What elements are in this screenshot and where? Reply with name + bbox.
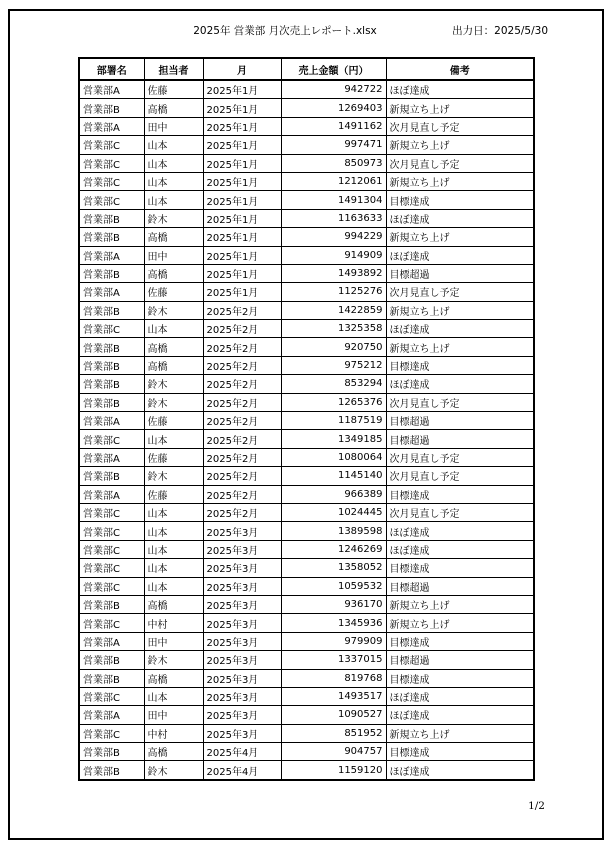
cell-month: 2025年3月 bbox=[203, 540, 281, 558]
cell-month: 2025年3月 bbox=[203, 724, 281, 742]
cell-staff: 山本 bbox=[144, 154, 203, 172]
cell-month: 2025年1月 bbox=[203, 136, 281, 154]
cell-department: 営業部C bbox=[79, 614, 144, 632]
cell-note: ほぼ達成 bbox=[386, 209, 534, 227]
page-number: 1/2 bbox=[528, 800, 545, 812]
cell-note: ほぼ達成 bbox=[386, 706, 534, 724]
cell-note: 新規立ち上げ bbox=[386, 136, 534, 154]
cell-staff: 山本 bbox=[144, 522, 203, 540]
cell-note: ほぼ達成 bbox=[386, 375, 534, 393]
table-row bbox=[79, 154, 534, 172]
table-row bbox=[79, 448, 534, 466]
cell-amount: 1493892 bbox=[281, 264, 386, 282]
cell-amount: 1024445 bbox=[281, 503, 386, 521]
cell-amount: 1163633 bbox=[281, 209, 386, 227]
cell-staff: 山本 bbox=[144, 559, 203, 577]
cell-note: 目標達成 bbox=[386, 669, 534, 687]
cell-month: 2025年1月 bbox=[203, 117, 281, 135]
cell-staff: 佐藤 bbox=[144, 485, 203, 503]
cell-note: 次月見直し予定 bbox=[386, 154, 534, 172]
table-row bbox=[79, 246, 534, 264]
cell-amount: 1491162 bbox=[281, 117, 386, 135]
cell-department: 営業部C bbox=[79, 724, 144, 742]
cell-note: 新規立ち上げ bbox=[386, 172, 534, 190]
cell-amount: 1325358 bbox=[281, 320, 386, 338]
table-row bbox=[79, 485, 534, 503]
cell-amount: 1349185 bbox=[281, 430, 386, 448]
cell-note: 目標超過 bbox=[386, 430, 534, 448]
cell-month: 2025年2月 bbox=[203, 412, 281, 430]
sales-report-table bbox=[78, 57, 535, 781]
cell-staff: 鈴木 bbox=[144, 301, 203, 319]
table-row bbox=[79, 743, 534, 761]
table-row bbox=[79, 595, 534, 613]
cell-staff: 高橋 bbox=[144, 669, 203, 687]
cell-amount: 904757 bbox=[281, 743, 386, 761]
table-row bbox=[79, 172, 534, 190]
cell-note: 新規立ち上げ bbox=[386, 99, 534, 117]
cell-amount: 1491304 bbox=[281, 191, 386, 209]
cell-department: 営業部A bbox=[79, 706, 144, 724]
cell-amount: 1159120 bbox=[281, 761, 386, 780]
cell-staff: 高橋 bbox=[144, 99, 203, 117]
cell-amount: 1212061 bbox=[281, 172, 386, 190]
table-row bbox=[79, 577, 534, 595]
cell-staff: 山本 bbox=[144, 172, 203, 190]
cell-note: 次月見直し予定 bbox=[386, 393, 534, 411]
cell-note: 目標超過 bbox=[386, 412, 534, 430]
cell-department: 営業部B bbox=[79, 467, 144, 485]
table-header bbox=[79, 58, 534, 80]
cell-staff: 高橋 bbox=[144, 264, 203, 282]
document-title: 2025年 営業部 月次売上レポート.xlsx bbox=[193, 25, 377, 37]
cell-department: 営業部A bbox=[79, 117, 144, 135]
cell-month: 2025年3月 bbox=[203, 522, 281, 540]
cell-note: 目標達成 bbox=[386, 559, 534, 577]
table-row bbox=[79, 761, 534, 780]
cell-note: 次月見直し予定 bbox=[386, 467, 534, 485]
cell-note: 目標達成 bbox=[386, 191, 534, 209]
cell-staff: 鈴木 bbox=[144, 393, 203, 411]
table-row bbox=[79, 412, 534, 430]
cell-department: 営業部B bbox=[79, 264, 144, 282]
cell-month: 2025年1月 bbox=[203, 80, 281, 99]
cell-amount: 1187519 bbox=[281, 412, 386, 430]
table-row bbox=[79, 724, 534, 742]
cell-staff: 山本 bbox=[144, 136, 203, 154]
cell-staff: 高橋 bbox=[144, 228, 203, 246]
cell-staff: 山本 bbox=[144, 540, 203, 558]
cell-department: 営業部C bbox=[79, 540, 144, 558]
cell-note: 目標超過 bbox=[386, 577, 534, 595]
cell-staff: 山本 bbox=[144, 430, 203, 448]
cell-month: 2025年2月 bbox=[203, 320, 281, 338]
cell-department: 営業部C bbox=[79, 430, 144, 448]
cell-department: 営業部B bbox=[79, 228, 144, 246]
cell-staff: 佐藤 bbox=[144, 80, 203, 99]
cell-note: 次月見直し予定 bbox=[386, 117, 534, 135]
cell-month: 2025年1月 bbox=[203, 283, 281, 301]
cell-department: 営業部A bbox=[79, 246, 144, 264]
cell-amount: 994229 bbox=[281, 228, 386, 246]
cell-department: 営業部B bbox=[79, 651, 144, 669]
column-header-department: 部署名 bbox=[79, 58, 144, 80]
cell-amount: 1090527 bbox=[281, 706, 386, 724]
table-row bbox=[79, 687, 534, 705]
cell-month: 2025年4月 bbox=[203, 743, 281, 761]
cell-month: 2025年2月 bbox=[203, 430, 281, 448]
cell-note: ほぼ達成 bbox=[386, 761, 534, 780]
cell-department: 営業部B bbox=[79, 301, 144, 319]
cell-staff: 田中 bbox=[144, 246, 203, 264]
cell-department: 営業部B bbox=[79, 669, 144, 687]
table-row bbox=[79, 467, 534, 485]
cell-month: 2025年1月 bbox=[203, 99, 281, 117]
cell-staff: 鈴木 bbox=[144, 467, 203, 485]
table-row bbox=[79, 393, 534, 411]
table-row bbox=[79, 632, 534, 650]
cell-amount: 851952 bbox=[281, 724, 386, 742]
cell-department: 営業部A bbox=[79, 412, 144, 430]
table-row bbox=[79, 706, 534, 724]
cell-staff: 佐藤 bbox=[144, 448, 203, 466]
column-header-amount: 売上金額（円） bbox=[281, 58, 386, 80]
cell-staff: 高橋 bbox=[144, 338, 203, 356]
cell-department: 営業部C bbox=[79, 320, 144, 338]
cell-month: 2025年2月 bbox=[203, 448, 281, 466]
cell-department: 営業部A bbox=[79, 632, 144, 650]
cell-note: 目標超過 bbox=[386, 264, 534, 282]
cell-note: 新規立ち上げ bbox=[386, 338, 534, 356]
table-row bbox=[79, 559, 534, 577]
cell-amount: 1345936 bbox=[281, 614, 386, 632]
cell-staff: 中村 bbox=[144, 724, 203, 742]
table-header-row bbox=[79, 58, 534, 80]
cell-staff: 鈴木 bbox=[144, 375, 203, 393]
cell-department: 営業部B bbox=[79, 743, 144, 761]
cell-amount: 1125276 bbox=[281, 283, 386, 301]
cell-amount: 1337015 bbox=[281, 651, 386, 669]
cell-note: 次月見直し予定 bbox=[386, 503, 534, 521]
cell-staff: 中村 bbox=[144, 614, 203, 632]
cell-month: 2025年1月 bbox=[203, 228, 281, 246]
cell-staff: 田中 bbox=[144, 706, 203, 724]
table-row bbox=[79, 228, 534, 246]
cell-month: 2025年3月 bbox=[203, 614, 281, 632]
cell-staff: 山本 bbox=[144, 191, 203, 209]
table-row bbox=[79, 117, 534, 135]
cell-note: 新規立ち上げ bbox=[386, 301, 534, 319]
cell-amount: 1145140 bbox=[281, 467, 386, 485]
cell-staff: 高橋 bbox=[144, 595, 203, 613]
cell-department: 営業部C bbox=[79, 191, 144, 209]
cell-amount: 979909 bbox=[281, 632, 386, 650]
cell-month: 2025年2月 bbox=[203, 393, 281, 411]
cell-note: 目標超過 bbox=[386, 651, 534, 669]
cell-month: 2025年3月 bbox=[203, 669, 281, 687]
cell-month: 2025年2月 bbox=[203, 503, 281, 521]
cell-department: 営業部C bbox=[79, 687, 144, 705]
table-row bbox=[79, 80, 534, 99]
table-row bbox=[79, 430, 534, 448]
cell-department: 営業部A bbox=[79, 283, 144, 301]
cell-amount: 819768 bbox=[281, 669, 386, 687]
cell-month: 2025年2月 bbox=[203, 338, 281, 356]
cell-note: 目標達成 bbox=[386, 485, 534, 503]
cell-department: 営業部B bbox=[79, 393, 144, 411]
cell-department: 営業部A bbox=[79, 80, 144, 99]
cell-amount: 1493517 bbox=[281, 687, 386, 705]
table-row bbox=[79, 283, 534, 301]
cell-department: 営業部C bbox=[79, 559, 144, 577]
cell-note: 新規立ち上げ bbox=[386, 595, 534, 613]
cell-note: ほぼ達成 bbox=[386, 80, 534, 99]
column-header-month: 月 bbox=[203, 58, 281, 80]
cell-month: 2025年2月 bbox=[203, 301, 281, 319]
table-row bbox=[79, 614, 534, 632]
cell-department: 営業部C bbox=[79, 154, 144, 172]
table-row bbox=[79, 320, 534, 338]
cell-amount: 853294 bbox=[281, 375, 386, 393]
cell-amount: 936170 bbox=[281, 595, 386, 613]
cell-month: 2025年2月 bbox=[203, 467, 281, 485]
table-row bbox=[79, 522, 534, 540]
cell-amount: 1422859 bbox=[281, 301, 386, 319]
cell-department: 営業部B bbox=[79, 209, 144, 227]
cell-amount: 850973 bbox=[281, 154, 386, 172]
cell-note: ほぼ達成 bbox=[386, 540, 534, 558]
cell-note: 新規立ち上げ bbox=[386, 614, 534, 632]
cell-department: 営業部B bbox=[79, 761, 144, 780]
cell-amount: 1358052 bbox=[281, 559, 386, 577]
cell-amount: 914909 bbox=[281, 246, 386, 264]
column-header-note: 備考 bbox=[386, 58, 534, 80]
cell-amount: 920750 bbox=[281, 338, 386, 356]
table-row bbox=[79, 651, 534, 669]
cell-department: 営業部B bbox=[79, 356, 144, 374]
cell-department: 営業部C bbox=[79, 136, 144, 154]
cell-month: 2025年1月 bbox=[203, 172, 281, 190]
cell-month: 2025年3月 bbox=[203, 706, 281, 724]
cell-staff: 鈴木 bbox=[144, 761, 203, 780]
cell-staff: 山本 bbox=[144, 687, 203, 705]
table-row bbox=[79, 540, 534, 558]
cell-amount: 975212 bbox=[281, 356, 386, 374]
cell-note: 新規立ち上げ bbox=[386, 228, 534, 246]
cell-note: 目標達成 bbox=[386, 743, 534, 761]
cell-note: 次月見直し予定 bbox=[386, 448, 534, 466]
cell-month: 2025年1月 bbox=[203, 191, 281, 209]
cell-staff: 田中 bbox=[144, 117, 203, 135]
cell-month: 2025年2月 bbox=[203, 375, 281, 393]
cell-staff: 高橋 bbox=[144, 356, 203, 374]
cell-department: 営業部B bbox=[79, 595, 144, 613]
table-row bbox=[79, 338, 534, 356]
cell-note: ほぼ達成 bbox=[386, 320, 534, 338]
cell-staff: 山本 bbox=[144, 577, 203, 595]
cell-department: 営業部B bbox=[79, 375, 144, 393]
cell-staff: 佐藤 bbox=[144, 412, 203, 430]
cell-staff: 佐藤 bbox=[144, 283, 203, 301]
table-row bbox=[79, 136, 534, 154]
table-row bbox=[79, 503, 534, 521]
cell-month: 2025年2月 bbox=[203, 356, 281, 374]
table-row bbox=[79, 669, 534, 687]
cell-department: 営業部A bbox=[79, 485, 144, 503]
table-row bbox=[79, 301, 534, 319]
cell-amount: 1059532 bbox=[281, 577, 386, 595]
cell-amount: 942722 bbox=[281, 80, 386, 99]
cell-note: ほぼ達成 bbox=[386, 522, 534, 540]
cell-amount: 1389598 bbox=[281, 522, 386, 540]
cell-staff: 鈴木 bbox=[144, 651, 203, 669]
cell-month: 2025年1月 bbox=[203, 246, 281, 264]
cell-month: 2025年3月 bbox=[203, 595, 281, 613]
cell-department: 営業部C bbox=[79, 172, 144, 190]
cell-department: 営業部B bbox=[79, 99, 144, 117]
cell-staff: 山本 bbox=[144, 320, 203, 338]
cell-amount: 1269403 bbox=[281, 99, 386, 117]
cell-month: 2025年3月 bbox=[203, 687, 281, 705]
cell-month: 2025年3月 bbox=[203, 651, 281, 669]
cell-amount: 1080064 bbox=[281, 448, 386, 466]
cell-month: 2025年1月 bbox=[203, 209, 281, 227]
cell-month: 2025年4月 bbox=[203, 761, 281, 780]
column-header-staff: 担当者 bbox=[144, 58, 203, 80]
cell-staff: 鈴木 bbox=[144, 209, 203, 227]
cell-department: 営業部C bbox=[79, 522, 144, 540]
cell-department: 営業部C bbox=[79, 503, 144, 521]
cell-month: 2025年2月 bbox=[203, 485, 281, 503]
cell-amount: 966389 bbox=[281, 485, 386, 503]
export-date-label: 出力日：2025/5/30 bbox=[452, 25, 548, 37]
cell-department: 営業部B bbox=[79, 338, 144, 356]
cell-staff: 田中 bbox=[144, 632, 203, 650]
report-table-body bbox=[79, 80, 534, 780]
cell-month: 2025年1月 bbox=[203, 264, 281, 282]
cell-note: ほぼ達成 bbox=[386, 687, 534, 705]
table-row bbox=[79, 375, 534, 393]
cell-department: 営業部A bbox=[79, 448, 144, 466]
cell-amount: 1246269 bbox=[281, 540, 386, 558]
cell-note: 次月見直し予定 bbox=[386, 283, 534, 301]
table-row bbox=[79, 209, 534, 227]
cell-month: 2025年1月 bbox=[203, 154, 281, 172]
table-row bbox=[79, 191, 534, 209]
cell-note: ほぼ達成 bbox=[386, 246, 534, 264]
cell-staff: 高橋 bbox=[144, 743, 203, 761]
cell-note: 新規立ち上げ bbox=[386, 724, 534, 742]
cell-amount: 997471 bbox=[281, 136, 386, 154]
table-row bbox=[79, 99, 534, 117]
table-row bbox=[79, 356, 534, 374]
cell-amount: 1265376 bbox=[281, 393, 386, 411]
table-row bbox=[79, 264, 534, 282]
cell-month: 2025年3月 bbox=[203, 632, 281, 650]
cell-department: 営業部C bbox=[79, 577, 144, 595]
cell-note: 目標達成 bbox=[386, 356, 534, 374]
cell-month: 2025年3月 bbox=[203, 559, 281, 577]
cell-note: 目標達成 bbox=[386, 632, 534, 650]
cell-staff: 山本 bbox=[144, 503, 203, 521]
cell-month: 2025年3月 bbox=[203, 577, 281, 595]
